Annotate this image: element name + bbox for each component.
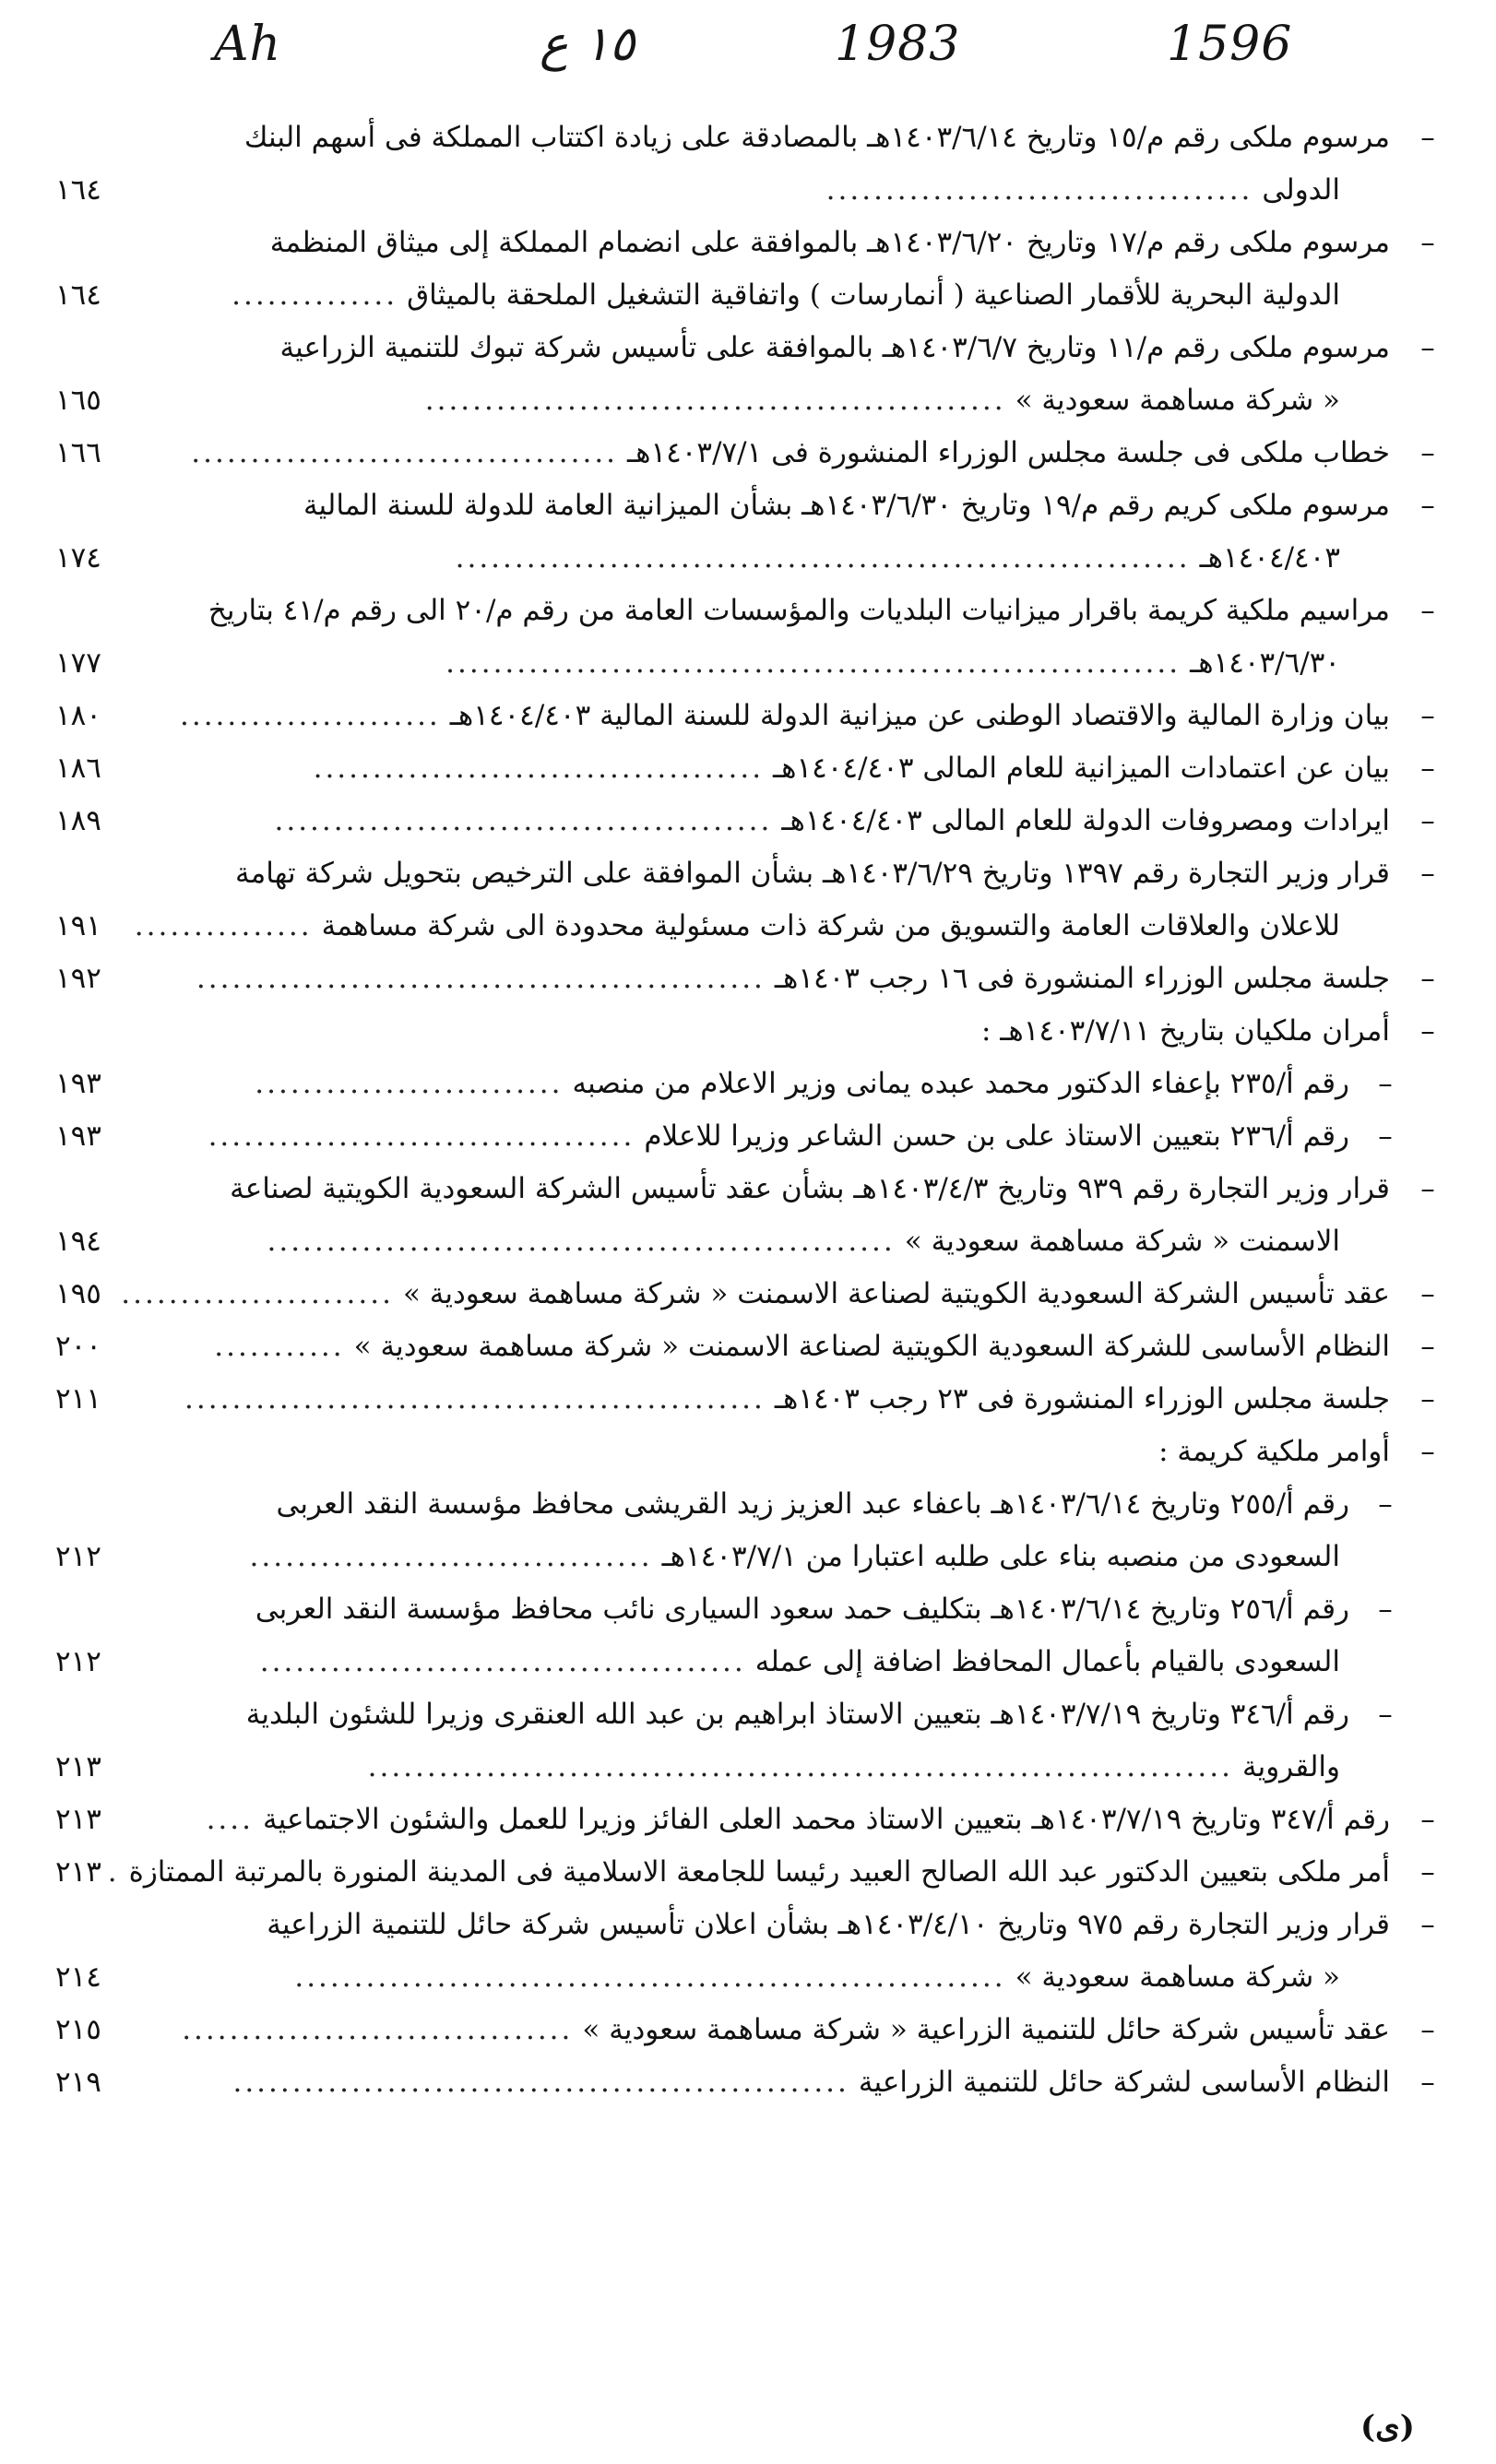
toc-bullet: – [1420, 961, 1435, 995]
toc-entry [55, 163, 1443, 216]
toc-bullet: – [1420, 2065, 1435, 2099]
toc-entry [55, 1740, 1443, 1793]
toc-leader-dots: .............................................................. [455, 540, 1191, 575]
toc-entry-title: والقروية [1241, 1749, 1340, 1783]
toc-page-number: ١٦٤ [55, 172, 101, 207]
toc-entry-title: جلسة مجلس الوزراء المنشورة فى ٢٣ رجب ١٤٠٣هـ [774, 1381, 1390, 1416]
toc-bullet: – [1420, 803, 1435, 837]
table-of-contents [55, 111, 1443, 2108]
toc-entry [55, 1214, 1443, 1267]
toc-entry [55, 1057, 1443, 1109]
toc-entry-title: أمران ملكيان بتاريخ ١٤٠٣/٧/١١هـ : [980, 1013, 1390, 1048]
toc-leader-dots: ............................................................ [294, 1960, 1006, 1994]
toc-bullet: – [1420, 2012, 1435, 2046]
toc-page-number: ٢١٣ [55, 1854, 101, 1889]
toc-entry-title: بيان عن اعتمادات الميزانية للعام المالى ١٤٠٤/٤٠٣هـ [773, 751, 1390, 785]
toc-entry-title: ١٤٠٤/٤٠٣هـ [1199, 540, 1340, 575]
toc-leader-dots: .................................... [208, 1119, 635, 1153]
toc-page-number: ٢١٥ [55, 2012, 101, 2046]
toc-entry-title: مرسوم ملكى كريم رقم م/١٩ وتاريخ ١٤٠٣/٦/٣٠هـ بشأن الميزانية العامة للدولة للسنة المالية [303, 488, 1390, 522]
toc-leader-dots: ......................................... [259, 1644, 746, 1678]
toc-bullet: – [1420, 751, 1435, 785]
toc-entry [55, 1793, 1443, 1845]
toc-entry-title: للاعلان والعلاقات العامة والتسويق من شركة ذات مسئولية محدودة الى شركة مساهمة [321, 908, 1340, 942]
toc-entry [55, 584, 1443, 636]
toc-entry [55, 1950, 1443, 2003]
toc-entry-title: مرسوم ملكى رقم م/١٥ وتاريخ ١٤٠٣/٦/١٤هـ بالمصادقة على زيادة اكتتاب المملكة فى أسهم البنك [243, 120, 1390, 154]
toc-bullet: – [1420, 225, 1435, 259]
toc-entry-title: أمر ملكى بتعيين الدكتور عبد الله الصالح العبيد رئيسا للجامعة الاسلامية فى المدينة المنورة بالمرتبة الممتازة [128, 1854, 1390, 1889]
toc-page-number: ١٧٤ [55, 540, 101, 575]
toc-page-number: ١٨٠ [55, 698, 101, 732]
toc-entry [55, 1477, 1443, 1530]
toc-entry-title: رقم أ/٢٣٥ بإعفاء الدكتور محمد عبده يمانى وزير الاعلام من منصبه [572, 1066, 1349, 1100]
toc-leader-dots: .............................................................. [445, 646, 1181, 680]
toc-bullet: – [1378, 1066, 1393, 1100]
toc-entry-title: قرار وزير التجارة رقم ١٣٩٧ وتاريخ ١٤٠٣/٦/٢٩هـ بشأن الموافقة على الترخيص بتحويل شركة تهامة [235, 856, 1390, 890]
toc-entry-title: ١٤٠٣/٦/٣٠هـ [1190, 646, 1340, 680]
toc-entry-title: الدولى [1262, 172, 1340, 207]
toc-page-number: ١٩٣ [55, 1066, 101, 1100]
toc-page-number: ٢١٢ [55, 1644, 101, 1678]
toc-leader-dots: ................................................. [424, 383, 1006, 417]
toc-entry-title: رقم أ/٢٣٦ بتعيين الاستاذ على بن حسن الشاعر وزيرا للاعلام [644, 1119, 1349, 1153]
toc-entry [55, 1267, 1443, 1320]
toc-bullet: – [1420, 1802, 1435, 1836]
toc-page-number: ٢١٩ [55, 2065, 101, 2099]
toc-entry-title: خطاب ملكى فى جلسة مجلس الوزراء المنشورة فى ١٤٠٣/٧/١هـ [627, 435, 1390, 469]
toc-entry [55, 531, 1443, 584]
toc-entry-title: « شركة مساهمة سعودية » [1015, 1960, 1340, 1994]
toc-page-number: ١٦٦ [55, 435, 101, 469]
toc-page-number: ١٩٢ [55, 961, 101, 995]
toc-bullet: – [1420, 1854, 1435, 1889]
toc-bullet: – [1420, 330, 1435, 364]
toc-entry [55, 1109, 1443, 1162]
toc-entry-title: قرار وزير التجارة رقم ٩٣٩ وتاريخ ١٤٠٣/٤/٣هـ بشأن عقد تأسيس الشركة السعودية الكويتية لصناعة [230, 1171, 1390, 1205]
toc-bullet: – [1378, 1119, 1393, 1153]
toc-leader-dots: ...................................... [313, 751, 765, 785]
toc-leader-dots: ................................. [182, 2012, 574, 2046]
toc-entry [55, 1688, 1443, 1740]
toc-bullet: – [1378, 1592, 1393, 1626]
toc-bullet: – [1420, 120, 1435, 154]
toc-entry-title: الاسمنت « شركة مساهمة سعودية » [904, 1224, 1340, 1258]
toc-bullet: – [1420, 698, 1435, 732]
toc-leader-dots: ........... [214, 1329, 345, 1363]
toc-leader-dots: .......................................... [274, 803, 773, 837]
toc-entry [55, 426, 1443, 479]
toc-entry-title: قرار وزير التجارة رقم ٩٧٥ وتاريخ ١٤٠٣/٤/١٠هـ بشأن اعلان تأسيس شركة حائل للتنمية الزراعية [267, 1907, 1390, 1941]
toc-entry [55, 111, 1443, 163]
toc-entry-title: مرسوم ملكى رقم م/١٧ وتاريخ ١٤٠٣/٦/٢٠هـ بالموافقة على انضمام المملكة إلى ميثاق المنظمة [269, 225, 1390, 259]
toc-page-number: ٢١٤ [55, 1960, 101, 1994]
toc-entry-title: « شركة مساهمة سعودية » [1015, 383, 1340, 417]
page-marker: (ى) [1360, 2409, 1415, 2446]
toc-entry [55, 1372, 1443, 1425]
toc-leader-dots: .................................. [249, 1539, 653, 1573]
toc-bullet: – [1420, 1013, 1435, 1048]
toc-page-number: ١٧٧ [55, 646, 101, 680]
toc-page-number: ٢٠٠ [55, 1329, 101, 1363]
toc-entry [55, 2055, 1443, 2108]
toc-entry [55, 479, 1443, 531]
toc-bullet: – [1420, 1907, 1435, 1941]
toc-entry [55, 636, 1443, 689]
toc-entry-title: ايرادات ومصروفات الدولة للعام المالى ١٤٠٤/٤٠٣هـ [781, 803, 1390, 837]
toc-bullet: – [1420, 1276, 1435, 1310]
toc-entry [55, 1004, 1443, 1057]
toc-leader-dots: ....................... [121, 1276, 394, 1310]
toc-page-number: ١٨٦ [55, 751, 101, 785]
toc-leader-dots: ................................................ [196, 961, 766, 995]
toc-entry [55, 952, 1443, 1004]
toc-leader-dots: .......................... [255, 1066, 564, 1100]
toc-entry-title: رقم أ/٣٤٦ وتاريخ ١٤٠٣/٧/١٩هـ بتعيين الاستاذ ابراهيم بن عبد الله العنقرى وزيرا للشئون البلدية [245, 1697, 1349, 1731]
toc-entry-title: رقم أ/٢٥٦ وتاريخ ١٤٠٣/٦/١٤هـ بتكليف حمد سعود السيارى نائب محافظ مؤسسة النقد العربى [255, 1592, 1349, 1626]
toc-entry [55, 1898, 1443, 1950]
toc-entry [55, 794, 1443, 847]
toc-leader-dots: ................................................. [184, 1381, 766, 1416]
toc-bullet: – [1378, 1697, 1393, 1731]
toc-page-number: ١٩٣ [55, 1119, 101, 1153]
toc-entry [55, 899, 1443, 952]
handwritten-year: 1983 [835, 17, 961, 72]
toc-page-number: ١٩١ [55, 908, 101, 942]
toc-entry-title: رقم أ/٢٥٥ وتاريخ ١٤٠٣/٦/١٤هـ باعفاء عبد العزيز زيد القريشى محافظ مؤسسة النقد العربى [276, 1487, 1349, 1521]
toc-page-number: ٢١٢ [55, 1539, 101, 1573]
toc-leader-dots: .................................... [191, 435, 619, 469]
toc-page-number: ٢١١ [55, 1381, 101, 1416]
toc-entry-title: أوامر ملكية كريمة : [1158, 1434, 1390, 1468]
toc-leader-dots: .............. [232, 278, 398, 312]
toc-leader-dots: . [107, 1854, 120, 1889]
toc-bullet: – [1420, 1329, 1435, 1363]
toc-entry [55, 689, 1443, 741]
toc-bullet: – [1420, 435, 1435, 469]
toc-bullet: – [1420, 1434, 1435, 1468]
toc-leader-dots: ......................................................................... [367, 1749, 1233, 1783]
toc-entry-title: مراسيم ملكية كريمة باقرار ميزانيات البلديات والمؤسسات العامة من رقم م/٢٠ الى رقم م/٤١ بتاريخ [208, 593, 1390, 627]
handwritten-note-a: Ah [214, 17, 282, 72]
toc-leader-dots: ............... [134, 908, 313, 942]
toc-entry-title: مرسوم ملكى رقم م/١١ وتاريخ ١٤٠٣/٦/٧هـ بالموافقة على تأسيس شركة تبوك للتنمية الزراعية [279, 330, 1390, 364]
toc-bullet: – [1420, 856, 1435, 890]
toc-bullet: – [1420, 1381, 1435, 1416]
toc-page-number: ١٦٤ [55, 278, 101, 312]
toc-entry [55, 741, 1443, 794]
handwritten-note-b: ١٥ ع [540, 17, 635, 72]
toc-bullet: – [1420, 593, 1435, 627]
toc-entry-title: بيان وزارة المالية والاقتصاد الوطنى عن ميزانية الدولة للسنة المالية ١٤٠٤/٤٠٣هـ [449, 698, 1390, 732]
toc-bullet: – [1420, 488, 1435, 522]
toc-entry-title: رقم أ/٣٤٧ وتاريخ ١٤٠٣/٧/١٩هـ بتعيين الاستاذ محمد العلى الفائز وزيرا للعمل والشئون الاجتماعية [262, 1802, 1390, 1836]
toc-leader-dots: .................................................... [232, 2065, 849, 2099]
toc-page-number: ٢١٣ [55, 1749, 101, 1783]
toc-entry-title: النظام الأساسى لشركة حائل للتنمية الزراعية [858, 2065, 1390, 2099]
toc-entry-title: السعودى من منصبه بناء على طلبه اعتبارا من ١٤٠٣/٧/١هـ [661, 1539, 1340, 1573]
toc-entry-title: النظام الأساسى للشركة السعودية الكويتية لصناعة الاسمنت « شركة مساهمة سعودية » [353, 1329, 1390, 1363]
toc-leader-dots: .... [206, 1802, 254, 1836]
toc-entry [55, 1582, 1443, 1635]
toc-entry-title: السعودى بالقيام بأعمال المحافظ اضافة إلى عمله [754, 1644, 1340, 1678]
toc-entry [55, 1635, 1443, 1688]
toc-entry [55, 321, 1443, 373]
toc-bullet: – [1420, 1171, 1435, 1205]
toc-entry-title: عقد تأسيس شركة حائل للتنمية الزراعية « شركة مساهمة سعودية » [582, 2012, 1390, 2046]
toc-entry-title: جلسة مجلس الوزراء المنشورة فى ١٦ رجب ١٤٠٣هـ [774, 961, 1390, 995]
toc-entry-title: الدولية البحرية للأقمار الصناعية ( أنمارسات ) واتفاقية التشغيل الملحقة بالميثاق [407, 278, 1340, 312]
toc-page-number: ١٦٥ [55, 383, 101, 417]
toc-entry [55, 1845, 1443, 1898]
handwritten-number: 1596 [1167, 17, 1293, 72]
toc-page-number: ١٨٩ [55, 803, 101, 837]
toc-entry [55, 268, 1443, 321]
toc-entry [55, 1425, 1443, 1477]
toc-entry [55, 1530, 1443, 1582]
toc-entry [55, 1162, 1443, 1214]
toc-leader-dots: .................................... [825, 172, 1253, 207]
toc-bullet: – [1378, 1487, 1393, 1521]
toc-leader-dots: ...................... [179, 698, 441, 732]
toc-entry [55, 373, 1443, 426]
toc-leader-dots: ..................................................... [267, 1224, 896, 1258]
toc-page-number: ١٩٤ [55, 1224, 101, 1258]
toc-entry [55, 847, 1443, 899]
toc-entry [55, 216, 1443, 268]
toc-entry [55, 2003, 1443, 2055]
toc-entry [55, 1320, 1443, 1372]
toc-page-number: ١٩٥ [55, 1276, 101, 1310]
toc-entry-title: عقد تأسيس الشركة السعودية الكويتية لصناعة الاسمنت « شركة مساهمة سعودية » [402, 1276, 1390, 1310]
toc-page-number: ٢١٣ [55, 1802, 101, 1836]
